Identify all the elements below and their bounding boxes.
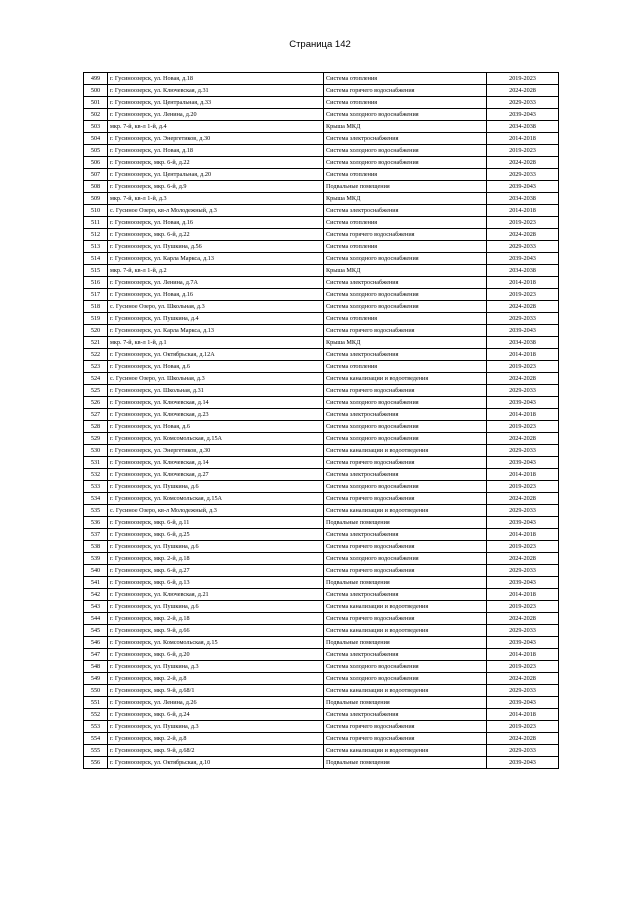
address-cell: г. Гусиноозерск, ул. Новая, д.6 bbox=[108, 361, 324, 373]
years-cell: 2019-2023 bbox=[487, 601, 559, 613]
years-cell: 2024-2028 bbox=[487, 553, 559, 565]
system-cell: Система холодного водоснабжения bbox=[324, 253, 487, 265]
table-row bbox=[84, 157, 559, 169]
table-row bbox=[84, 745, 559, 757]
years-cell: 2039-2043 bbox=[487, 637, 559, 649]
address-cell: г. Гусиноозерск, мкр. 6-й, д.27 bbox=[108, 565, 324, 577]
system-cell: Система горячего водоснабжения bbox=[324, 325, 487, 337]
years-cell: 2014-2018 bbox=[487, 349, 559, 361]
years-cell: 2019-2023 bbox=[487, 361, 559, 373]
address-cell: г. Гусиноозерск, ул. Новая, д.18 bbox=[108, 145, 324, 157]
address-cell: г. Гусиноозерск, ул. Ключевская, д.27 bbox=[108, 469, 324, 481]
table-row bbox=[84, 385, 559, 397]
address-cell: с. Гусиное Озеро, кв-л Молодежный, д.3 bbox=[108, 505, 324, 517]
table-row bbox=[84, 541, 559, 553]
years-cell: 2029-2033 bbox=[487, 97, 559, 109]
years-cell: 2034-2038 bbox=[487, 265, 559, 277]
address-cell: г. Гусиноозерск, ул. Комсомольская, д.15А bbox=[108, 433, 324, 445]
years-cell: 2014-2018 bbox=[487, 469, 559, 481]
row-number-cell: 517 bbox=[84, 289, 108, 301]
system-cell: Система электроснабжения bbox=[324, 469, 487, 481]
address-cell: г. Гусиноозерск, ул. Комсомольская, д.15 bbox=[108, 637, 324, 649]
years-cell: 2014-2018 bbox=[487, 409, 559, 421]
address-cell: г. Гусиноозерск, ул. Ленина, д.20 bbox=[108, 109, 324, 121]
row-number-cell: 532 bbox=[84, 469, 108, 481]
table-row bbox=[84, 349, 559, 361]
years-cell: 2024-2028 bbox=[487, 373, 559, 385]
address-cell: мкр. 7-й, кв-л 1-й, д.2 bbox=[108, 265, 324, 277]
table-row bbox=[84, 577, 559, 589]
repair-schedule-table bbox=[83, 72, 559, 769]
row-number-cell: 539 bbox=[84, 553, 108, 565]
system-cell: Система электроснабжения bbox=[324, 529, 487, 541]
system-cell: Подвальные помещения bbox=[324, 577, 487, 589]
row-number-cell: 553 bbox=[84, 721, 108, 733]
years-cell: 2024-2028 bbox=[487, 733, 559, 745]
row-number-cell: 546 bbox=[84, 637, 108, 649]
system-cell: Система отопления bbox=[324, 361, 487, 373]
table-row bbox=[84, 757, 559, 769]
system-cell: Система холодного водоснабжения bbox=[324, 301, 487, 313]
system-cell: Подвальные помещения bbox=[324, 517, 487, 529]
row-number-cell: 530 bbox=[84, 445, 108, 457]
row-number-cell: 509 bbox=[84, 193, 108, 205]
row-number-cell: 555 bbox=[84, 745, 108, 757]
system-cell: Подвальные помещения bbox=[324, 757, 487, 769]
table-row bbox=[84, 553, 559, 565]
table-row bbox=[84, 709, 559, 721]
years-cell: 2039-2043 bbox=[487, 517, 559, 529]
row-number-cell: 507 bbox=[84, 169, 108, 181]
years-cell: 2024-2028 bbox=[487, 493, 559, 505]
table-row bbox=[84, 313, 559, 325]
years-cell: 2014-2018 bbox=[487, 277, 559, 289]
address-cell: г. Гусиноозерск, ул. Октябрьская, д.10 bbox=[108, 757, 324, 769]
system-cell: Система холодного водоснабжения bbox=[324, 553, 487, 565]
row-number-cell: 521 bbox=[84, 337, 108, 349]
years-cell: 2014-2018 bbox=[487, 649, 559, 661]
system-cell: Система отопления bbox=[324, 241, 487, 253]
system-cell: Крыша МКД bbox=[324, 121, 487, 133]
system-cell: Система холодного водоснабжения bbox=[324, 661, 487, 673]
years-cell: 2014-2018 bbox=[487, 529, 559, 541]
system-cell: Система электроснабжения bbox=[324, 277, 487, 289]
table-row bbox=[84, 253, 559, 265]
years-cell: 2024-2028 bbox=[487, 613, 559, 625]
years-cell: 2029-2033 bbox=[487, 625, 559, 637]
system-cell: Система холодного водоснабжения bbox=[324, 673, 487, 685]
table-row bbox=[84, 169, 559, 181]
table-row bbox=[84, 697, 559, 709]
years-cell: 2019-2023 bbox=[487, 145, 559, 157]
table-row bbox=[84, 277, 559, 289]
address-cell: г. Гусиноозерск, ул. Ключевская, д.21 bbox=[108, 589, 324, 601]
system-cell: Крыша МКД bbox=[324, 265, 487, 277]
address-cell: г. Гусиноозерск, ул. Ленина, д.7А bbox=[108, 277, 324, 289]
row-number-cell: 523 bbox=[84, 361, 108, 373]
row-number-cell: 499 bbox=[84, 73, 108, 85]
row-number-cell: 503 bbox=[84, 121, 108, 133]
system-cell: Система отопления bbox=[324, 313, 487, 325]
years-cell: 2039-2043 bbox=[487, 325, 559, 337]
table-row bbox=[84, 301, 559, 313]
address-cell: г. Гусиноозерск, ул. Пушкина, д.6 bbox=[108, 481, 324, 493]
row-number-cell: 536 bbox=[84, 517, 108, 529]
years-cell: 2039-2043 bbox=[487, 757, 559, 769]
table-row bbox=[84, 445, 559, 457]
table-row bbox=[84, 409, 559, 421]
system-cell: Подвальные помещения bbox=[324, 181, 487, 193]
years-cell: 2034-2038 bbox=[487, 337, 559, 349]
table-row bbox=[84, 685, 559, 697]
years-cell: 2019-2023 bbox=[487, 481, 559, 493]
table-row bbox=[84, 589, 559, 601]
address-cell: г. Гусиноозерск, мкр. 6-й, д.11 bbox=[108, 517, 324, 529]
address-cell: г. Гусиноозерск, ул. Ключевская, д.23 bbox=[108, 409, 324, 421]
table-row bbox=[84, 457, 559, 469]
table-row bbox=[84, 433, 559, 445]
system-cell: Система электроснабжения bbox=[324, 649, 487, 661]
table-row bbox=[84, 613, 559, 625]
row-number-cell: 510 bbox=[84, 205, 108, 217]
row-number-cell: 540 bbox=[84, 565, 108, 577]
system-cell: Крыша МКД bbox=[324, 193, 487, 205]
row-number-cell: 512 bbox=[84, 229, 108, 241]
address-cell: г. Гусиноозерск, мкр. 9-й, д.68/2 bbox=[108, 745, 324, 757]
system-cell: Система канализации и водоотведения bbox=[324, 505, 487, 517]
system-cell: Система горячего водоснабжения bbox=[324, 541, 487, 553]
system-cell: Система горячего водоснабжения bbox=[324, 721, 487, 733]
system-cell: Система отопления bbox=[324, 217, 487, 229]
row-number-cell: 514 bbox=[84, 253, 108, 265]
row-number-cell: 525 bbox=[84, 385, 108, 397]
address-cell: г. Гусиноозерск, мкр. 6-й, д.24 bbox=[108, 709, 324, 721]
system-cell: Система отопления bbox=[324, 169, 487, 181]
table-row bbox=[84, 529, 559, 541]
years-cell: 2034-2038 bbox=[487, 121, 559, 133]
table-row bbox=[84, 85, 559, 97]
system-cell: Система отопления bbox=[324, 73, 487, 85]
system-cell: Система холодного водоснабжения bbox=[324, 421, 487, 433]
years-cell: 2014-2018 bbox=[487, 205, 559, 217]
table-row bbox=[84, 517, 559, 529]
address-cell: г. Гусиноозерск, мкр. 2-й, д.18 bbox=[108, 553, 324, 565]
years-cell: 2019-2023 bbox=[487, 661, 559, 673]
address-cell: г. Гусиноозерск, мкр. 6-й, д.9 bbox=[108, 181, 324, 193]
years-cell: 2019-2023 bbox=[487, 541, 559, 553]
table-row bbox=[84, 205, 559, 217]
table-row bbox=[84, 481, 559, 493]
system-cell: Система горячего водоснабжения bbox=[324, 385, 487, 397]
system-cell: Система канализации и водоотведения bbox=[324, 445, 487, 457]
table-row bbox=[84, 241, 559, 253]
system-cell: Система горячего водоснабжения bbox=[324, 85, 487, 97]
system-cell: Система холодного водоснабжения bbox=[324, 433, 487, 445]
system-cell: Система горячего водоснабжения bbox=[324, 493, 487, 505]
table-row bbox=[84, 469, 559, 481]
row-number-cell: 543 bbox=[84, 601, 108, 613]
address-cell: г. Гусиноозерск, ул. Ключевская, д.31 bbox=[108, 85, 324, 97]
years-cell: 2024-2028 bbox=[487, 433, 559, 445]
system-cell: Система канализации и водоотведения bbox=[324, 625, 487, 637]
row-number-cell: 534 bbox=[84, 493, 108, 505]
row-number-cell: 501 bbox=[84, 97, 108, 109]
address-cell: с. Гусиное Озеро, ул. Школьная, д.3 bbox=[108, 301, 324, 313]
row-number-cell: 549 bbox=[84, 673, 108, 685]
years-cell: 2029-2033 bbox=[487, 505, 559, 517]
years-cell: 2024-2028 bbox=[487, 229, 559, 241]
address-cell: мкр. 7-й, кв-л 1-й, д.3 bbox=[108, 193, 324, 205]
system-cell: Система канализации и водоотведения bbox=[324, 601, 487, 613]
address-cell: г. Гусиноозерск, ул. Центральная, д.33 bbox=[108, 97, 324, 109]
years-cell: 2029-2033 bbox=[487, 745, 559, 757]
address-cell: г. Гусиноозерск, ул. Новая, д.18 bbox=[108, 73, 324, 85]
system-cell: Система горячего водоснабжения bbox=[324, 733, 487, 745]
years-cell: 2024-2028 bbox=[487, 673, 559, 685]
system-cell: Подвальные помещения bbox=[324, 637, 487, 649]
address-cell: г. Гусиноозерск, ул. Энергетиков, д.30 bbox=[108, 445, 324, 457]
row-number-cell: 550 bbox=[84, 685, 108, 697]
row-number-cell: 545 bbox=[84, 625, 108, 637]
row-number-cell: 508 bbox=[84, 181, 108, 193]
row-number-cell: 515 bbox=[84, 265, 108, 277]
row-number-cell: 500 bbox=[84, 85, 108, 97]
page-header: Страница 142 bbox=[289, 39, 351, 50]
address-cell: г. Гусиноозерск, ул. Энергетиков, д.30 bbox=[108, 133, 324, 145]
system-cell: Система горячего водоснабжения bbox=[324, 457, 487, 469]
address-cell: г. Гусиноозерск, мкр. 6-й, д.22 bbox=[108, 157, 324, 169]
address-cell: г. Гусиноозерск, мкр. 2-й, д.8 bbox=[108, 673, 324, 685]
table-row bbox=[84, 133, 559, 145]
table-row bbox=[84, 229, 559, 241]
row-number-cell: 524 bbox=[84, 373, 108, 385]
years-cell: 2019-2023 bbox=[487, 217, 559, 229]
table-row bbox=[84, 625, 559, 637]
table-row bbox=[84, 637, 559, 649]
row-number-cell: 538 bbox=[84, 541, 108, 553]
row-number-cell: 548 bbox=[84, 661, 108, 673]
table-row bbox=[84, 121, 559, 133]
address-cell: г. Гусиноозерск, ул. Центральная, д.20 bbox=[108, 169, 324, 181]
row-number-cell: 541 bbox=[84, 577, 108, 589]
system-cell: Система электроснабжения bbox=[324, 133, 487, 145]
years-cell: 2019-2023 bbox=[487, 721, 559, 733]
table-row bbox=[84, 325, 559, 337]
system-cell: Система канализации и водоотведения bbox=[324, 373, 487, 385]
table-row bbox=[84, 661, 559, 673]
system-cell: Система канализации и водоотведения bbox=[324, 685, 487, 697]
row-number-cell: 528 bbox=[84, 421, 108, 433]
table-row bbox=[84, 337, 559, 349]
years-cell: 2019-2023 bbox=[487, 73, 559, 85]
years-cell: 2029-2033 bbox=[487, 685, 559, 697]
table-row bbox=[84, 421, 559, 433]
row-number-cell: 552 bbox=[84, 709, 108, 721]
address-cell: г. Гусиноозерск, ул. Новая, д.16 bbox=[108, 217, 324, 229]
address-cell: г. Гусиноозерск, ул. Комсомольская, д.15А bbox=[108, 493, 324, 505]
address-cell: г. Гусиноозерск, ул. Ключевская, д.14 bbox=[108, 457, 324, 469]
address-cell: г. Гусиноозерск, ул. Новая, д.6 bbox=[108, 421, 324, 433]
years-cell: 2039-2043 bbox=[487, 577, 559, 589]
years-cell: 2039-2043 bbox=[487, 397, 559, 409]
address-cell: с. Гусиное Озеро, кв-л Молодежный, д.3 bbox=[108, 205, 324, 217]
row-number-cell: 518 bbox=[84, 301, 108, 313]
table-row bbox=[84, 505, 559, 517]
system-cell: Система электроснабжения bbox=[324, 205, 487, 217]
table-row bbox=[84, 145, 559, 157]
years-cell: 2029-2033 bbox=[487, 385, 559, 397]
address-cell: мкр. 7-й, кв-л 1-й, д.4 bbox=[108, 121, 324, 133]
row-number-cell: 551 bbox=[84, 697, 108, 709]
years-cell: 2029-2033 bbox=[487, 241, 559, 253]
system-cell: Система горячего водоснабжения bbox=[324, 229, 487, 241]
row-number-cell: 547 bbox=[84, 649, 108, 661]
address-cell: г. Гусиноозерск, ул. Карла Маркса, д.13 bbox=[108, 253, 324, 265]
years-cell: 2039-2043 bbox=[487, 457, 559, 469]
system-cell: Подвальные помещения bbox=[324, 697, 487, 709]
system-cell: Система отопления bbox=[324, 97, 487, 109]
row-number-cell: 533 bbox=[84, 481, 108, 493]
row-number-cell: 522 bbox=[84, 349, 108, 361]
years-cell: 2034-2038 bbox=[487, 193, 559, 205]
address-cell: с. Гусиное Озеро, ул. Школьная, д.3 bbox=[108, 373, 324, 385]
row-number-cell: 531 bbox=[84, 457, 108, 469]
table-row bbox=[84, 265, 559, 277]
address-cell: г. Гусиноозерск, ул. Школьная, д.31 bbox=[108, 385, 324, 397]
table-row bbox=[84, 109, 559, 121]
system-cell: Система электроснабжения bbox=[324, 709, 487, 721]
table-row bbox=[84, 565, 559, 577]
years-cell: 2019-2023 bbox=[487, 289, 559, 301]
system-cell: Система горячего водоснабжения bbox=[324, 565, 487, 577]
years-cell: 2024-2028 bbox=[487, 157, 559, 169]
address-cell: г. Гусиноозерск, мкр. 9-й, д.66 bbox=[108, 625, 324, 637]
years-cell: 2029-2033 bbox=[487, 445, 559, 457]
system-cell: Система холодного водоснабжения bbox=[324, 481, 487, 493]
system-cell: Система холодного водоснабжения bbox=[324, 109, 487, 121]
address-cell: г. Гусиноозерск, ул. Ленина, д.26 bbox=[108, 697, 324, 709]
address-cell: г. Гусиноозерск, ул. Пушкина, д.6 bbox=[108, 601, 324, 613]
row-number-cell: 502 bbox=[84, 109, 108, 121]
address-cell: г. Гусиноозерск, ул. Пушкина, д.6 bbox=[108, 541, 324, 553]
table-row bbox=[84, 397, 559, 409]
row-number-cell: 505 bbox=[84, 145, 108, 157]
address-cell: г. Гусиноозерск, мкр. 6-й, д.20 bbox=[108, 649, 324, 661]
row-number-cell: 511 bbox=[84, 217, 108, 229]
row-number-cell: 516 bbox=[84, 277, 108, 289]
years-cell: 2039-2043 bbox=[487, 181, 559, 193]
years-cell: 2014-2018 bbox=[487, 709, 559, 721]
address-cell: г. Гусиноозерск, ул. Пушкина, д.56 bbox=[108, 241, 324, 253]
address-cell: г. Гусиноозерск, мкр. 6-й, д.13 bbox=[108, 577, 324, 589]
table-row bbox=[84, 97, 559, 109]
system-cell: Система холодного водоснабжения bbox=[324, 145, 487, 157]
years-cell: 2024-2028 bbox=[487, 301, 559, 313]
table-row bbox=[84, 217, 559, 229]
years-cell: 2039-2043 bbox=[487, 697, 559, 709]
years-cell: 2039-2043 bbox=[487, 109, 559, 121]
table-row bbox=[84, 373, 559, 385]
years-cell: 2014-2018 bbox=[487, 589, 559, 601]
row-number-cell: 526 bbox=[84, 397, 108, 409]
table-row bbox=[84, 733, 559, 745]
table-row bbox=[84, 673, 559, 685]
years-cell: 2029-2033 bbox=[487, 565, 559, 577]
address-cell: г. Гусиноозерск, мкр. 2-й, д.8 bbox=[108, 733, 324, 745]
address-cell: г. Гусиноозерск, мкр. 6-й, д.22 bbox=[108, 229, 324, 241]
years-cell: 2019-2023 bbox=[487, 421, 559, 433]
table-row bbox=[84, 721, 559, 733]
row-number-cell: 554 bbox=[84, 733, 108, 745]
years-cell: 2029-2033 bbox=[487, 313, 559, 325]
address-cell: г. Гусиноозерск, ул. Пушкина, д.3 bbox=[108, 661, 324, 673]
address-cell: г. Гусиноозерск, ул. Ключевская, д.14 bbox=[108, 397, 324, 409]
row-number-cell: 556 bbox=[84, 757, 108, 769]
address-cell: г. Гусиноозерск, мкр. 9-й, д.68/1 bbox=[108, 685, 324, 697]
system-cell: Крыша МКД bbox=[324, 337, 487, 349]
system-cell: Система холодного водоснабжения bbox=[324, 157, 487, 169]
table-body bbox=[84, 73, 559, 769]
address-cell: г. Гусиноозерск, ул. Пушкина, д.4 bbox=[108, 313, 324, 325]
table-row bbox=[84, 181, 559, 193]
system-cell: Система холодного водоснабжения bbox=[324, 289, 487, 301]
row-number-cell: 527 bbox=[84, 409, 108, 421]
row-number-cell: 542 bbox=[84, 589, 108, 601]
address-cell: г. Гусиноозерск, ул. Пушкина, д.3 bbox=[108, 721, 324, 733]
system-cell: Система горячего водоснабжения bbox=[324, 613, 487, 625]
years-cell: 2039-2043 bbox=[487, 253, 559, 265]
address-cell: г. Гусиноозерск, ул. Октябрьская, д.12А bbox=[108, 349, 324, 361]
system-cell: Система электроснабжения bbox=[324, 409, 487, 421]
table-row bbox=[84, 649, 559, 661]
system-cell: Система электроснабжения bbox=[324, 589, 487, 601]
address-cell: г. Гусиноозерск, мкр. 2-й, д.18 bbox=[108, 613, 324, 625]
table-row bbox=[84, 193, 559, 205]
table-row bbox=[84, 361, 559, 373]
table-row bbox=[84, 493, 559, 505]
row-number-cell: 520 bbox=[84, 325, 108, 337]
table-row bbox=[84, 289, 559, 301]
row-number-cell: 504 bbox=[84, 133, 108, 145]
system-cell: Система электроснабжения bbox=[324, 349, 487, 361]
row-number-cell: 535 bbox=[84, 505, 108, 517]
address-cell: мкр. 7-й, кв-л 1-й, д.1 bbox=[108, 337, 324, 349]
address-cell: г. Гусиноозерск, ул. Карла Маркса, д.13 bbox=[108, 325, 324, 337]
years-cell: 2014-2018 bbox=[487, 133, 559, 145]
table-row bbox=[84, 73, 559, 85]
address-cell: г. Гусиноозерск, ул. Новая, д.16 bbox=[108, 289, 324, 301]
years-cell: 2029-2033 bbox=[487, 169, 559, 181]
years-cell: 2024-2028 bbox=[487, 85, 559, 97]
row-number-cell: 537 bbox=[84, 529, 108, 541]
system-cell: Система холодного водоснабжения bbox=[324, 397, 487, 409]
system-cell: Система канализации и водоотведения bbox=[324, 745, 487, 757]
row-number-cell: 506 bbox=[84, 157, 108, 169]
row-number-cell: 529 bbox=[84, 433, 108, 445]
table-row bbox=[84, 601, 559, 613]
row-number-cell: 513 bbox=[84, 241, 108, 253]
address-cell: г. Гусиноозерск, мкр. 6-й, д.25 bbox=[108, 529, 324, 541]
row-number-cell: 519 bbox=[84, 313, 108, 325]
row-number-cell: 544 bbox=[84, 613, 108, 625]
